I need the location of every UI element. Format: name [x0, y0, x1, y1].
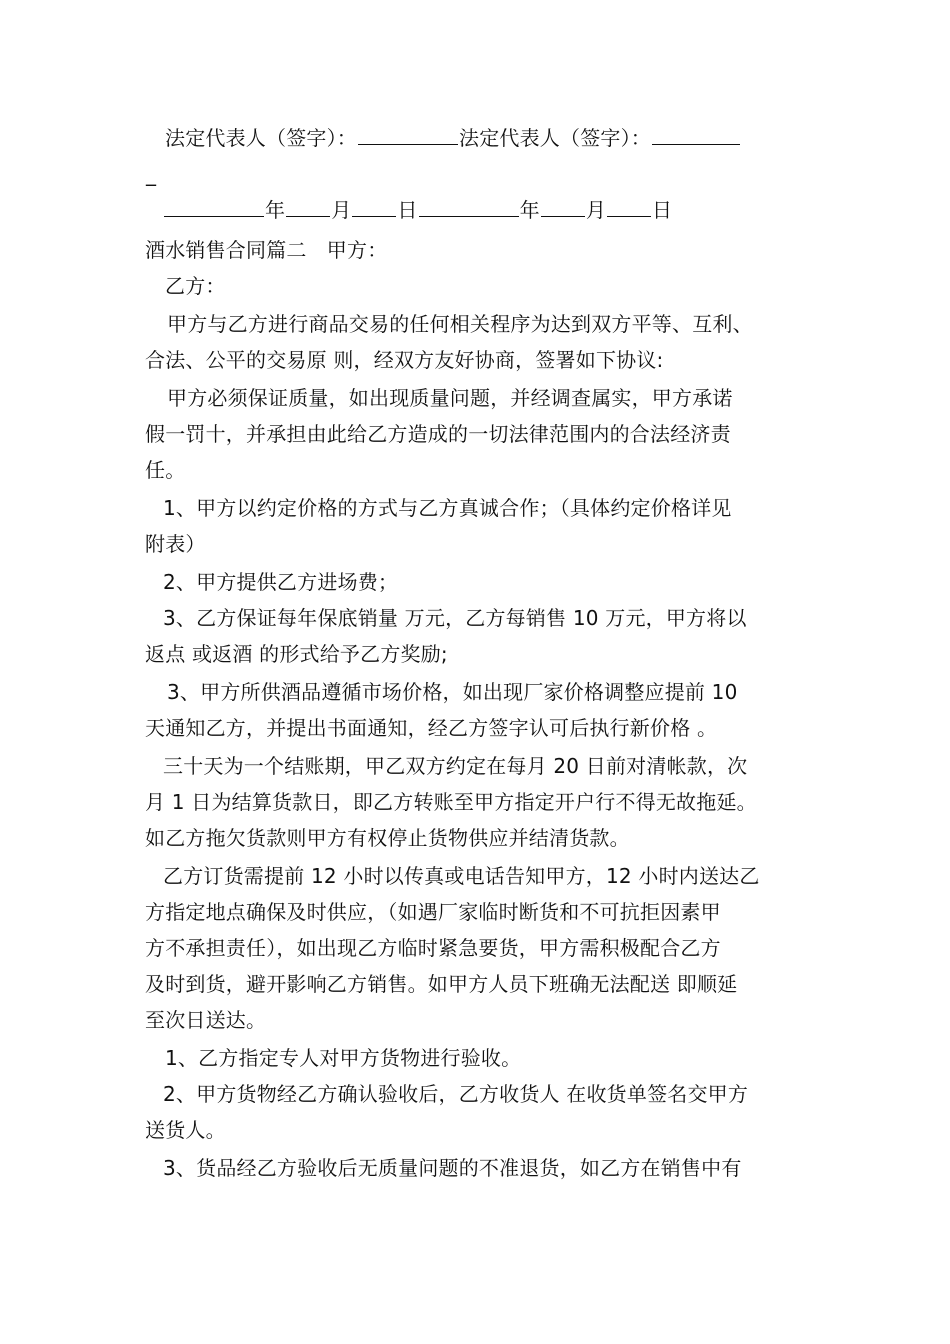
paragraph-line: 甲方必须保证质量，如出现质量问题，并经调查属实，甲方承诺	[167, 386, 733, 410]
signature-blank-b	[652, 126, 740, 145]
date-blank-year-a	[164, 198, 264, 217]
legal-rep-label-b: 法定代表人（签字）：	[459, 126, 651, 150]
signature-line	[165, 126, 845, 150]
month-label-a: 月	[331, 198, 352, 222]
paragraph-line: 甲方与乙方进行商品交易的任何相关程序为达到双方平等、互利、	[167, 312, 753, 336]
date-blank-month-b	[541, 198, 585, 217]
clause-line: 3、乙方保证每年保底销量 万元，乙方每销售 10 万元，甲方将以	[163, 606, 747, 630]
clause-line: 附表）	[145, 532, 206, 556]
paragraph-line: 合法、公平的交易原 则，经双方友好协商，签署如下协议:	[145, 348, 664, 372]
party-b-line: 乙方：	[165, 274, 226, 298]
paragraph-line: 三十天为一个结账期，甲乙双方约定在每月 20 日前对清帐款，次	[163, 754, 748, 778]
signature-blank-a	[358, 126, 458, 145]
paragraph-line: 月 1 日为结算货款日，即乙方转账至甲方指定开户行不得无故拖延。	[145, 790, 757, 814]
legal-rep-label-a: 法定代表人（签字）：	[165, 126, 357, 150]
date-blank-month-a	[286, 198, 330, 217]
clause-line: 2、甲方提供乙方进场费；	[163, 570, 399, 594]
paragraph-line: 及时到货，避开影响乙方销售。如甲方人员下班确无法配送 即顺延	[145, 972, 738, 996]
date-blank-day-a	[352, 198, 396, 217]
signature-overflow-mark: _	[146, 162, 157, 186]
day-label-a: 日	[397, 198, 418, 222]
paragraph-line: 方指定地点确保及时供应，（如遇厂家临时断货和不可抗拒因素甲	[145, 900, 721, 924]
year-label-b: 年	[519, 198, 540, 222]
paragraph-line: 任。	[145, 458, 186, 482]
clause-line: 3、甲方所供酒品遵循市场价格，如出现厂家价格调整应提前 10	[167, 680, 738, 704]
paragraph-line: 如乙方拖欠货款则甲方有权停止货物供应并结清货款。	[145, 826, 630, 850]
clause-line: 1、甲方以约定价格的方式与乙方真诚合作；（具体约定价格详见	[163, 496, 732, 520]
date-blank-day-b	[607, 198, 651, 217]
year-label-a: 年	[265, 198, 286, 222]
signature-overflow-line	[146, 162, 826, 186]
month-label-b: 月	[585, 198, 607, 222]
clause-line: 返点 或返酒 的形式给予乙方奖励;	[145, 642, 448, 666]
contract-title-line: 酒水销售合同篇二 甲方：	[145, 238, 388, 262]
date-blank-year-b	[419, 198, 519, 217]
day-label-b: 日	[652, 198, 673, 222]
paragraph-line: 方不承担责任），如出现乙方临时紧急要货，甲方需积极配合乙方	[145, 936, 721, 960]
paragraph-line: 假一罚十，并承担由此给乙方造成的一切法律范围内的合法经济责	[145, 422, 731, 446]
paragraph-line: 乙方订货需提前 12 小时以传真或电话告知甲方，12 小时内送达乙	[163, 864, 760, 888]
clause-line: 天通知乙方，并提出书面通知，经乙方签字认可后执行新价格 。	[145, 716, 718, 740]
clause-line: 1、乙方指定专人对甲方货物进行验收。	[165, 1046, 522, 1070]
clause-line: 2、甲方货物经乙方确认验收后，乙方收货人 在收货单签名交甲方	[163, 1082, 749, 1106]
date-line	[163, 198, 843, 222]
paragraph-line: 至次日送达。	[145, 1008, 267, 1032]
clause-line: 3、货品经乙方验收后无质量问题的不准退货，如乙方在销售中有	[163, 1156, 742, 1180]
clause-line: 送货人。	[145, 1118, 226, 1142]
